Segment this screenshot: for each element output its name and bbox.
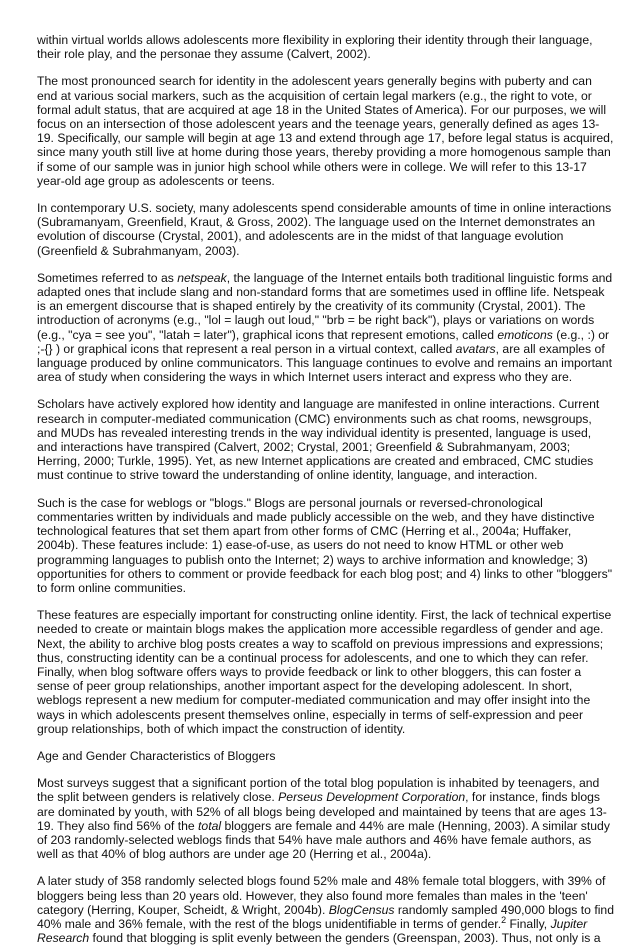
text-run: These features are especially important for constructing online identity. First, the lack of technical expertise needed to create or maintain blogs makes the application more accessible regardless of gender and age. Next, the ability to archive blog posts creates a way to scaffold on previous impressions and expressions; thus, constructing identity can be a continual process for adolescents, and one to which they can refer. Finally, when blog software offers ways to provide feedback or link to other bloggers, this can foster a sense of peer group relationships, another important aspect for the developing adolescent. In short, weblogs represent a new medium for computer-mediated communication and may offer insight into the ways in which adolescents present themselves online, especially in terms of self-expression and peer group relationships, both of which impact the construction of identity. — [37, 608, 612, 736]
text-run: randomly sampled 490,000 blogs to find 40% male and 36% female, with the rest of the blogs unidentifiable in terms of gender. — [37, 902, 614, 931]
body-paragraph — [37, 397, 614, 482]
text-run: , the language of the Internet entails both traditional linguistic forms and adapted ones that include slang and non-standard forms that are sometimes used in offline life. Netspeak is an emergent discourse that is shaped entirely by the creativity of its community (Crystal, 2001). The introduction of acronyms (e.g., "lol = laugh out loud," "brb = be right back"), plays or variations on words (e.g., "cya = see you", "latah = later"), graphical icons that represent emotions, called — [37, 270, 613, 342]
text-run: A later study of 358 randomly selected blogs found 52% male and 48% female total bloggers, with 39% of bloggers being less than 20 years old. However, they also found more females than males in the 'teen' category (Herring, Kouper, Scheidt, & Wright, 2004b). — [37, 874, 606, 917]
text-run: Scholars have actively explored how identity and language are manifested in online interactions. Current research in computer-mediated communication (CMC) environments such as chat rooms, newsgroups, and MUDs has revealed interesting trends in the way individual identity is presented, language is used, and interactions have transpired (Calvert, 2002; Crystal, 2001; Greenfield & Subrahmanyam, 2003; Herring, 2000; Turkle, 1995). Yet, as new Internet applications are created and embraced, CMC studies must continue to strive toward the understanding of online identity, language, and interaction. — [37, 397, 600, 483]
italic-term: avatars — [455, 341, 496, 356]
section-heading — [37, 749, 614, 763]
italic-term: Jupiter Research — [37, 916, 588, 945]
italic-term: total — [198, 818, 222, 833]
text-run: Most surveys suggest that a significant portion of the total blog population is inhabited by teenagers, and the split between genders is relatively close. — [37, 776, 600, 805]
body-paragraph — [37, 776, 614, 861]
text-run: Such is the case for weblogs or "blogs." Blogs are personal journals or reversed-chronological commentaries written by individuals and made publicly accessible on the web, and they have distinctive technological features that set them apart from other forms of CMC (Herring et al., 2004a; Huffaker, 2004b). These features include: 1) ease-of-use, as users do not need to know HTML or other web programming languages to publish onto the Internet; 2) ways to archive information and knowledge; 3) opportunities for others to comment or provide feedback for each blog post; and 4) links to other "bloggers" to form online communities. — [37, 495, 613, 595]
text-run: In contemporary U.S. society, many adolescents spend considerable amounts of time in online interactions (Subramanyam, Greenfield, Kraut, & Gross, 2002). The language used on the Internet demonstrates an evolution of discourse (Crystal, 2001), and adolescents are in the midst of that language evolution (Greenfield & Subrahmanyam, 2003). — [37, 201, 612, 258]
body-paragraph — [37, 201, 614, 258]
italic-term: Perseus Development Corporation — [278, 790, 466, 805]
text-run: (e.g., :) or ;-{} ) or graphical icons that represent a real person in a virtual context, called — [37, 327, 610, 356]
body-paragraph — [37, 74, 614, 188]
text-run: Finally, — [506, 916, 551, 931]
body-paragraph — [37, 608, 614, 736]
footnote-marker: 2 — [501, 914, 507, 925]
text-run: found that blogging is split evenly between the genders (Greenspan, 2003). Thus, not only is a — [89, 931, 601, 945]
body-paragraph — [37, 33, 614, 61]
text-run: , for instance, finds blogs are dominated by youth, with 52% of all blogs being developed and maintained by teens that are ages 13-19. They also find 56% of the — [37, 790, 607, 833]
text-run: bloggers are female and 44% are male (Henning, 2003). A similar study of 203 randomly-selected weblogs finds that 54% have male authors and 46% have female authors, as well as that 40% of blog authors are under age 20 (Herring et al., 2004a). — [37, 818, 610, 862]
body-paragraph — [37, 496, 614, 595]
italic-term: BlogCensus — [328, 902, 395, 917]
text-run: Sometimes referred to as — [37, 270, 178, 285]
text-run: within virtual worlds allows adolescents more flexibility in exploring their identity through their language, their role play, and the personae they assume (Calvert, 2002). — [37, 33, 593, 62]
text-run: Age and Gender Characteristics of Bloggers — [37, 748, 276, 763]
body-paragraph — [37, 271, 614, 385]
body-paragraph — [37, 874, 614, 945]
text-run: , are all examples of language produced by online communicators. This language continues to evolve and remains an important area of study when considering the ways in which Internet users interact and express who they are. — [37, 341, 612, 385]
italic-term: emoticons — [497, 327, 553, 342]
text-run: The most pronounced search for identity in the adolescent years generally begins with puberty and can end at various social markers, such as the acquisition of certain legal markers (e.g., the right to vote, or formal adult status, that are acquired at age 18 in the United States of America). For our purposes, we will focus on an intersection of those adolescent years and the teenage years, generally defined as ages 13-19. Specifically, our sample will begin at age 13 and extend through age 17, before legal status is acquired, since many youth still live at home during those years, thereby providing a more homogenous sample than if some of our sample was in junior high school while others were in college. We will refer to this 13-17 year-old age group as adolescents or teens. — [37, 74, 614, 188]
italic-term: netspeak — [177, 270, 227, 285]
